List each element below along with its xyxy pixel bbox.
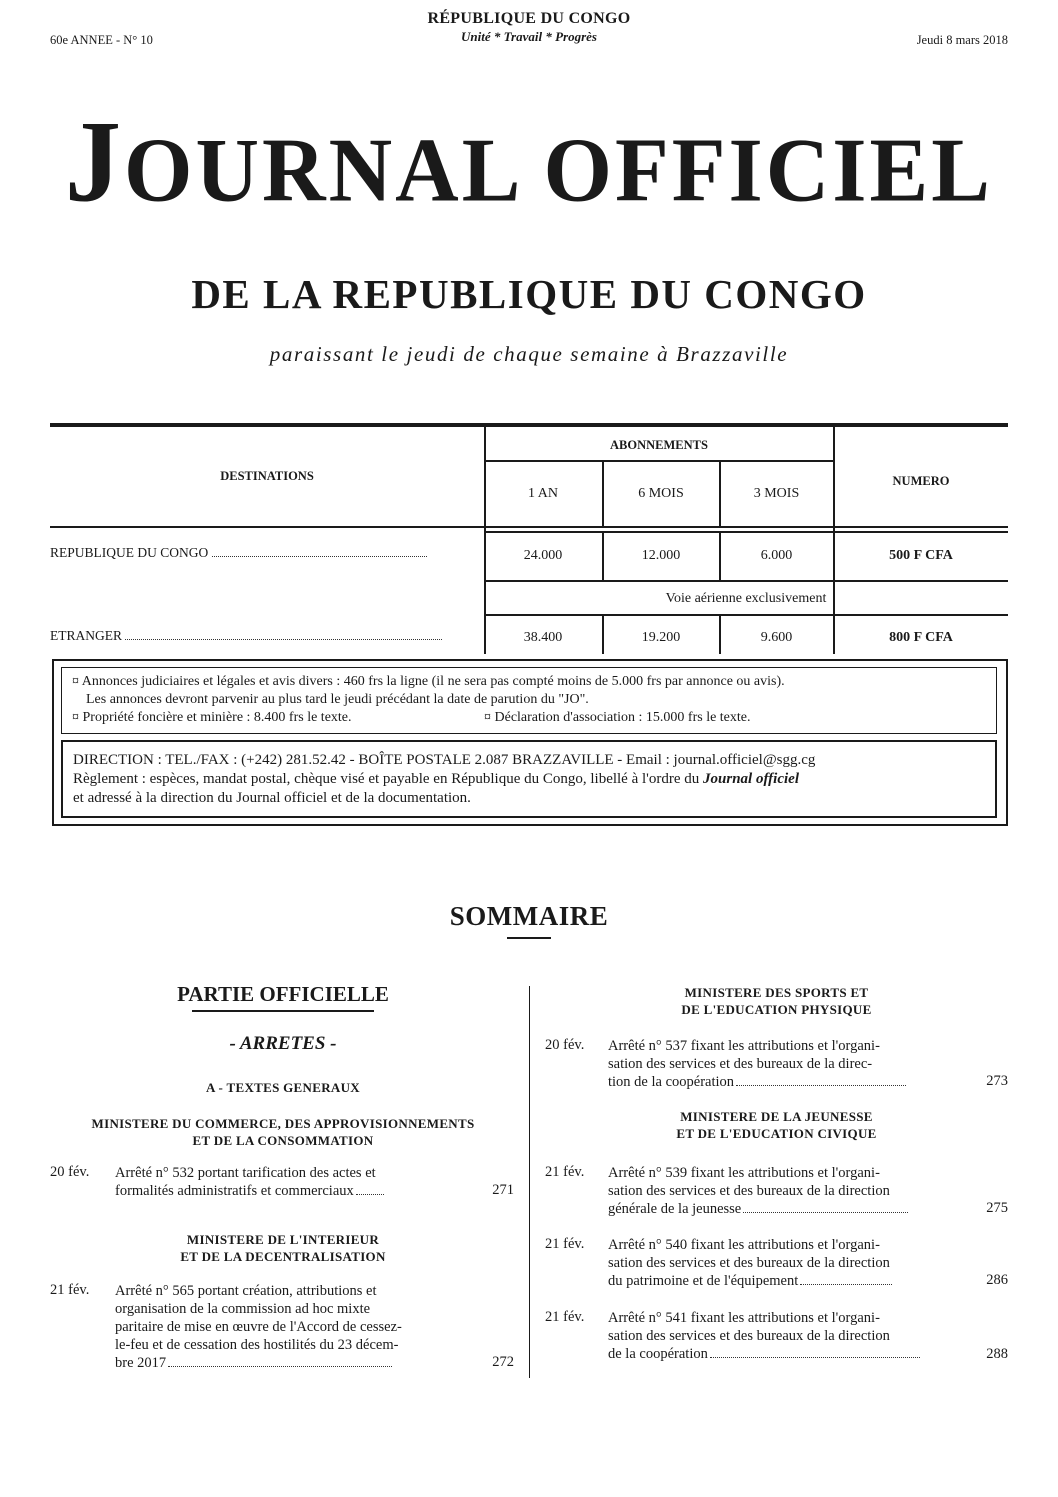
numero-etranger: 800 F CFA xyxy=(889,630,953,645)
payment-text: Règlement : espèces, mandat postal, chèque visé et payable en République du Congo, libellé à l'ordre du xyxy=(73,771,704,787)
ministry-heading xyxy=(545,984,1008,1018)
table-hline xyxy=(484,531,1008,533)
column-separator xyxy=(529,986,530,1378)
entry-line-text: formalités administratifs et commerciaux xyxy=(115,1183,354,1199)
payment-journal-name: Journal officiel xyxy=(703,771,799,787)
ministry-heading xyxy=(545,1108,1008,1142)
price-etranger-3mois: 9.600 xyxy=(760,630,793,645)
toc-entry[interactable] xyxy=(608,1236,892,1290)
entry-date: 20 fév. xyxy=(545,1037,585,1053)
entry-line xyxy=(608,1073,906,1091)
entry-page: 275 xyxy=(986,1200,1008,1216)
entry-line: Arrêté n° 565 portant création, attributions et xyxy=(115,1283,377,1299)
journal-subtitle: DE LA REPUBLIQUE DU CONGO xyxy=(191,271,867,317)
entry-line: Arrêté n° 532 portant tarification des actes et xyxy=(115,1165,376,1181)
period-1an: 1 AN xyxy=(528,486,558,501)
leader-dots xyxy=(736,1085,906,1086)
arretes-heading: - ARRETES - xyxy=(229,1033,337,1054)
journal-title xyxy=(0,97,1058,227)
entry-page: 273 xyxy=(986,1073,1008,1089)
entry-date: 21 fév. xyxy=(545,1164,585,1180)
partie-officielle-heading: PARTIE OFFICIELLE xyxy=(177,982,389,1006)
entry-line-text: de la coopération xyxy=(608,1346,708,1362)
sommaire-title: SOMMAIRE xyxy=(449,901,609,931)
col-destinations: DESTINATIONS xyxy=(220,469,314,483)
entry-page: 271 xyxy=(492,1182,514,1198)
table-hline xyxy=(484,580,1008,582)
sommaire-rule xyxy=(507,937,551,939)
col-abonnements: ABONNEMENTS xyxy=(610,438,708,452)
ministry-line: MINISTERE DES SPORTS ET xyxy=(684,985,869,1000)
ministry-line: MINISTERE DE LA JEUNESSE xyxy=(680,1109,873,1124)
notice-annonces: ¤ Annonces judiciaires et légales et avis divers : 460 frs la ligne (il ne sera pas compté moins de 5.000 frs par annonce ou avis). xyxy=(72,674,785,689)
col-numero: NUMERO xyxy=(892,474,950,488)
entry-line xyxy=(608,1272,892,1290)
entry-line-text: générale de la jeunesse xyxy=(608,1201,742,1217)
row-label-etranger xyxy=(50,628,442,644)
partie-rule xyxy=(192,1010,374,1012)
ministry-line: ET DE L'EDUCATION CIVIQUE xyxy=(676,1126,877,1141)
leader-dots xyxy=(125,631,442,640)
leader-dots xyxy=(800,1284,892,1285)
section-heading: A - TEXTES GENERAUX xyxy=(206,1080,360,1095)
price-etranger-1an: 38.400 xyxy=(523,630,563,645)
ministry-line: MINISTERE DE L'INTERIEUR xyxy=(186,1232,380,1247)
ministry-heading xyxy=(50,1115,516,1149)
entry-line: organisation de la commission ad hoc mixte xyxy=(115,1301,371,1317)
table-hline xyxy=(50,526,1008,528)
entry-line xyxy=(608,1200,908,1218)
direction-address: et adressé à la direction du Journal officiel et de la documentation. xyxy=(73,790,471,806)
entry-line: Arrêté n° 540 fixant les attributions et l'organi- xyxy=(608,1237,880,1253)
ministry-line: ET DE LA DECENTRALISATION xyxy=(180,1249,386,1264)
entry-line: le-feu et de cessation des hostilités du 23 décem- xyxy=(115,1337,399,1353)
entry-line: Arrêté n° 537 fixant les attributions et l'organi- xyxy=(608,1038,880,1054)
entry-page: 286 xyxy=(986,1272,1008,1288)
national-motto: Unité * Travail * Progrès xyxy=(460,29,597,44)
notice-deadline: Les annonces devront parvenir au plus tard le jeudi précédant la date de parution du "JO". xyxy=(86,692,589,707)
entry-date: 21 fév. xyxy=(545,1236,585,1252)
notice-association: ¤ Déclaration d'association : 15.000 frs le texte. xyxy=(484,710,751,725)
entry-line-text: du patrimoine et de l'équipement xyxy=(608,1273,799,1289)
entry-line: Arrêté n° 539 fixant les attributions et l'organi- xyxy=(608,1165,880,1181)
entry-line-text: bre 2017 xyxy=(115,1355,167,1371)
leader-dots xyxy=(212,548,427,557)
leader-dots xyxy=(168,1366,392,1367)
destination-name: ETRANGER xyxy=(50,628,122,643)
ministry-line: ET DE LA CONSOMMATION xyxy=(192,1133,374,1148)
toc-entry[interactable] xyxy=(608,1037,906,1091)
toc-entry[interactable] xyxy=(608,1309,920,1363)
leader-dots xyxy=(743,1212,908,1213)
toc-entry[interactable] xyxy=(115,1164,384,1200)
table-hline xyxy=(484,460,834,462)
journal-title-rest: OURNAL OFFICIEL xyxy=(124,120,993,222)
entry-date: 21 fév. xyxy=(50,1282,90,1298)
row-label-congo xyxy=(50,545,427,561)
toc-entry[interactable] xyxy=(608,1164,908,1218)
entry-line xyxy=(115,1182,384,1200)
entry-line: sation des services et des bureaux de la direction xyxy=(608,1255,890,1271)
toc-entry[interactable] xyxy=(115,1282,402,1372)
ministry-line: MINISTERE DU COMMERCE, DES APPROVISIONNEMENTS xyxy=(91,1116,475,1131)
entry-line: sation des services et des bureaux de la direc- xyxy=(608,1056,873,1072)
destination-name: REPUBLIQUE DU CONGO xyxy=(50,545,209,560)
republic-header xyxy=(0,10,1058,45)
entry-page: 288 xyxy=(986,1346,1008,1362)
entry-date: 21 fév. xyxy=(545,1309,585,1325)
period-3mois: 3 MOIS xyxy=(753,486,800,501)
price-etranger-6mois: 19.200 xyxy=(641,630,681,645)
entry-line: sation des services et des bureaux de la direction xyxy=(608,1183,890,1199)
journal-tagline: paraissant le jeudi de chaque semaine à Brazzaville xyxy=(269,342,789,366)
air-note: Voie aérienne exclusivement xyxy=(665,591,827,606)
issue-number: 60e ANNEE - N° 10 xyxy=(50,33,153,47)
price-congo-3mois: 6.000 xyxy=(760,548,793,563)
issue-date: Jeudi 8 mars 2018 xyxy=(916,33,1008,47)
entry-line: sation des services et des bureaux de la direction xyxy=(608,1328,890,1344)
entry-line: Arrêté n° 541 fixant les attributions et l'organi- xyxy=(608,1310,880,1326)
ministry-heading xyxy=(50,1231,516,1265)
entry-line xyxy=(115,1354,402,1372)
numero-congo: 500 F CFA xyxy=(889,548,953,563)
republic-name: RÉPUBLIQUE DU CONGO xyxy=(427,10,631,27)
entry-line xyxy=(608,1345,920,1363)
ministry-line: DE L'EDUCATION PHYSIQUE xyxy=(681,1002,872,1017)
journal-title-initial: J xyxy=(65,97,125,227)
table-top-rule xyxy=(50,423,1008,427)
entry-line-text: tion de la coopération xyxy=(608,1074,735,1090)
entry-line: paritaire de mise en œuvre de l'Accord de cessez- xyxy=(115,1319,402,1335)
price-congo-6mois: 12.000 xyxy=(641,548,681,563)
period-6mois: 6 MOIS xyxy=(638,486,684,501)
direction-contact: DIRECTION : TEL./FAX : (+242) 281.52.42 - BOÎTE POSTALE 2.087 BRAZZAVILLE - Email : journal.officiel@sgg.cg xyxy=(73,752,816,768)
table-hline xyxy=(484,614,1008,616)
price-congo-1an: 24.000 xyxy=(523,548,563,563)
leader-dots xyxy=(710,1357,920,1358)
leader-dots xyxy=(356,1194,384,1195)
direction-payment xyxy=(73,770,799,789)
entry-date: 20 fév. xyxy=(50,1164,90,1180)
notice-propriete: ¤ Propriété foncière et minière : 8.400 frs le texte. xyxy=(72,710,352,725)
entry-page: 272 xyxy=(492,1354,514,1370)
